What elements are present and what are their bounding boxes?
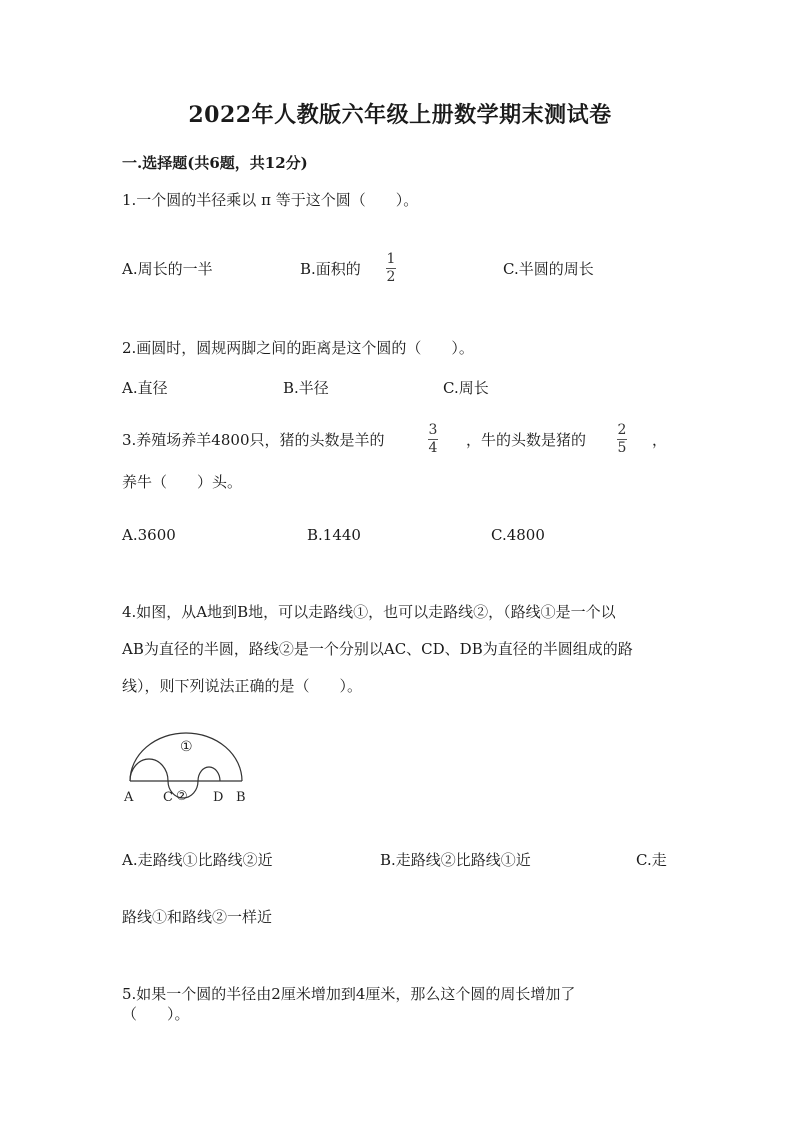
point-c-label: C: [163, 790, 173, 805]
fraction-denominator: 5: [617, 440, 627, 456]
point-d-label: D: [213, 790, 224, 805]
route-2-arc-ac: [130, 759, 168, 781]
section-heading: 一.选择题(共6题，共12分): [122, 154, 308, 172]
question-3-option-b[interactable]: B.1440: [307, 526, 361, 544]
page-title: 2022年人教版六年级上册数学期末测试卷: [188, 102, 612, 128]
route-2-arc-db: [198, 767, 220, 781]
question-3-text-line2: 养牛（ ）头。: [122, 473, 243, 491]
fraction-numerator: 3: [428, 422, 438, 438]
question-3-text-part2: ，牛的头数是猪的: [466, 431, 587, 449]
route-diagram: [120, 727, 260, 809]
question-4-text-line3: 线），则下列说法正确的是（ ）。: [122, 677, 363, 695]
question-4-text-line2: AB为直径的半圆，路线②是一个分别以AC、CD、DB为直径的半圆组成的路: [122, 640, 633, 658]
question-1-option-a[interactable]: A.周长的一半: [122, 260, 213, 278]
question-2-text: 2.画圆时，圆规两脚之间的距离是这个圆的（ ）。: [122, 339, 474, 357]
route-1-label: ①: [180, 739, 193, 755]
question-5-text-line1: 5.如果一个圆的半径由2厘米增加到4厘米，那么这个圆的周长增加了: [122, 985, 576, 1003]
question-4-text-line1: 4.如图，从A地到B地，可以走路线①，也可以走路线②，（路线①是一个以: [122, 603, 616, 621]
question-3-option-c[interactable]: C.4800: [491, 526, 545, 544]
question-3-text-part1: 3.养殖场养羊4800只，猪的头数是羊的: [122, 431, 385, 449]
question-1-option-c[interactable]: C.半圆的周长: [503, 260, 594, 278]
question-2-option-c[interactable]: C.周长: [443, 379, 489, 397]
question-4-option-c-continued[interactable]: 路线①和路线②一样近: [122, 908, 273, 926]
route-2-label: ②: [176, 789, 188, 804]
route-diagram-svg: [120, 727, 260, 809]
question-1-text: 1.一个圆的半径乘以 π 等于这个圆（ ）。: [122, 191, 419, 209]
question-3-option-a[interactable]: A.3600: [122, 526, 176, 544]
fraction-numerator: 1: [386, 251, 396, 267]
question-4-option-a[interactable]: A.走路线①比路线②近: [122, 851, 273, 869]
question-3-fraction-1: [428, 423, 438, 456]
question-4-option-c[interactable]: C.走: [636, 851, 667, 869]
question-1-option-b[interactable]: B.面积的: [300, 260, 361, 278]
question-1-fraction: [386, 252, 396, 285]
question-3-fraction-2: [617, 423, 627, 456]
fraction-numerator: 2: [617, 422, 627, 438]
question-2-option-a[interactable]: A.直径: [122, 379, 168, 397]
point-b-label: B: [236, 790, 246, 805]
fraction-denominator: 4: [428, 440, 438, 456]
question-2-option-b[interactable]: B.半径: [283, 379, 329, 397]
question-4-option-b[interactable]: B.走路线②比路线①近: [380, 851, 531, 869]
question-5-text-line2: （ ）。: [122, 1005, 190, 1023]
question-3-text-part3: ，: [652, 431, 668, 449]
fraction-denominator: 2: [386, 269, 396, 285]
point-a-label: A: [124, 790, 134, 805]
